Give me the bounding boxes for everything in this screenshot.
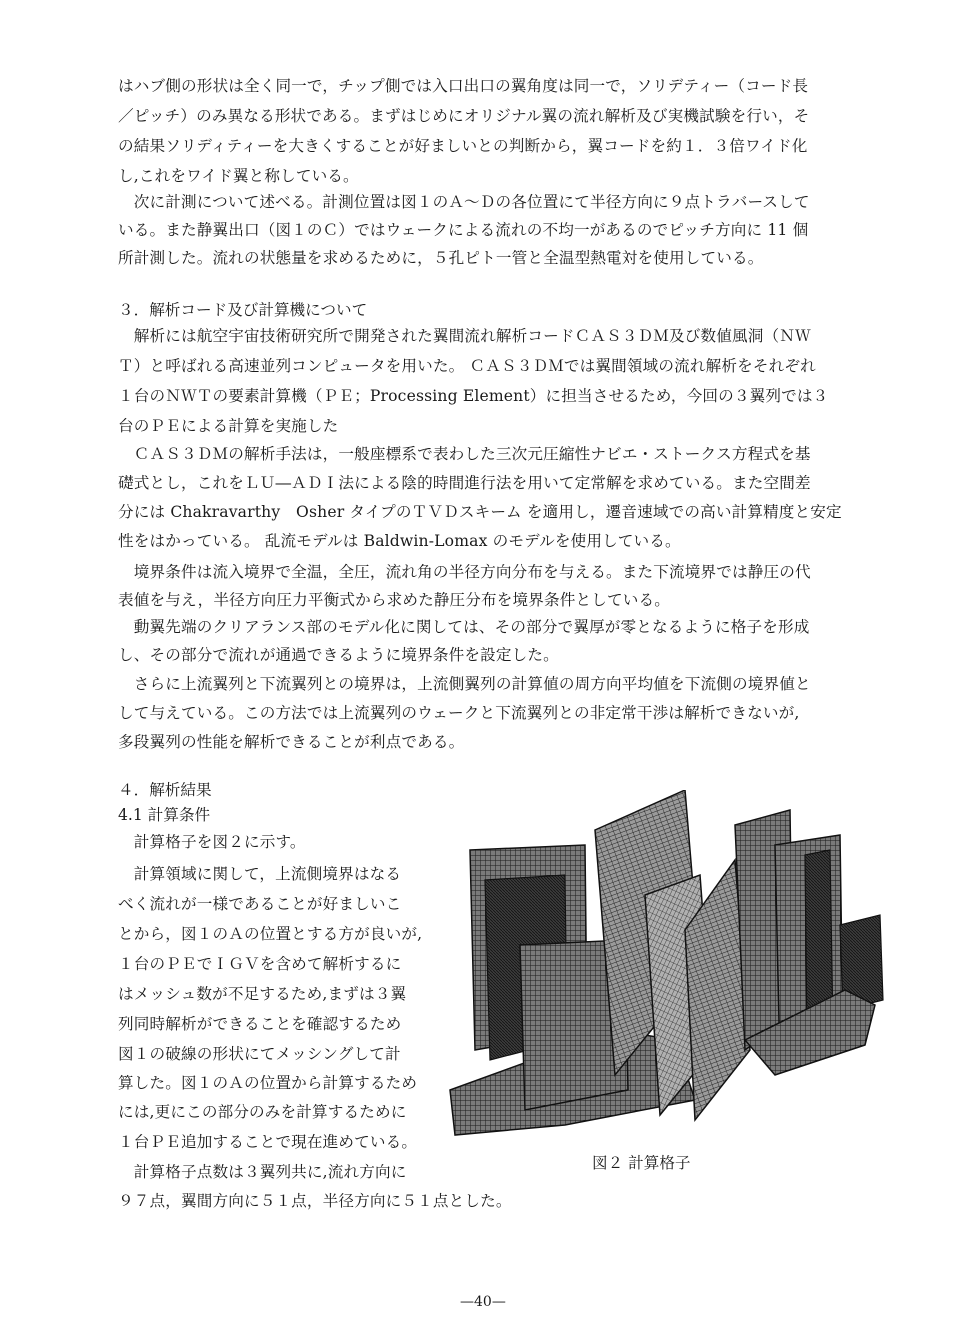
para3-line-2: Ｔ）と呼ばれる高速並列コンピュータを用いた。 ＣＡＳ３ＤＭでは翼間領域の流れ解析をそれぞれ	[118, 357, 816, 375]
para6-line-2: し、その部分で流れが通過できるように境界条件を設定した。	[118, 646, 559, 664]
para9-line-6: 列同時解析ができることを確認するため	[118, 1015, 402, 1033]
section-4-heading: ４．解析結果	[118, 781, 212, 799]
para6-line-1: 動翼先端のクリアランス部のモデル化に関しては、その部分で翼厚が零となるように格子を形成	[118, 618, 810, 636]
para3-line-3: １台のＮＷＴの要素計算機（ＰＥ；Processing Element）に担当させるため，今回の３翼列では３	[118, 387, 829, 405]
para9-line-4: １台のＰＥでＩＧＶを含めて解析するに	[118, 955, 402, 973]
para9-line-10: １台ＰＥ追加することで現在進めている。	[118, 1133, 418, 1151]
para3-line-1: 解析には航空宇宙技術研究所で開発された翼間流れ解析コードＣＡＳ３ＤＭ及び数値風洞（ＮＷ	[118, 327, 811, 345]
para8-line-1: 計算格子を図２に示す。	[118, 833, 306, 851]
para2-line-2: いる。また静翼出口（図１のＣ）ではウェークによる流れの不均一があるのでピッチ方向に 11 個	[118, 221, 809, 239]
para1-line-2: ／ピッチ）のみ異なる形状である。まずはじめにオリジナル翼の流れ解析及び実機試験を行い，そ	[118, 107, 810, 125]
para4-line-4: 性をはかっている。 乱流モデルは Baldwin-Lomax のモデルを使用している。	[118, 532, 681, 550]
subsection-4-1-heading: 4.1 計算条件	[118, 806, 211, 824]
para2-line-3: 所計測した。流れの状態量を求めるために，５孔ピト一管と全温型熱電対を使用している。	[118, 249, 764, 267]
para10-line-2: ９７点，翼間方向に５１点，半径方向に５１点とした。	[118, 1192, 512, 1210]
figure-2-caption: 図２ 計算格子	[592, 1154, 691, 1172]
computational-grid-figure	[445, 790, 885, 1160]
para7-line-1: さらに上流翼列と下流翼列との境界は，上流側翼列の計算値の周方向平均値を下流側の境界値と	[118, 675, 811, 693]
para9-line-3: とから，図１のＡの位置とする方が良いが,	[118, 925, 423, 943]
para2-line-1: 次に計測について述べる。計測位置は図１のＡ～Ｄの各位置にて半径方向に９点トラバースして	[118, 193, 810, 211]
page-number: —40—	[460, 1294, 506, 1310]
para9-line-7: 図１の破線の形状にてメッシングして計	[118, 1045, 401, 1063]
para4-line-1: ＣＡＳ３ＤＭの解析手法は，一般座標系で表わした三次元圧縮性ナビエ・ストークス方程式を基	[118, 445, 811, 463]
para1-line-1: はハブ側の形状は全く同一で，チップ側では入口出口の翼角度は同一で，ソリデティー（コード長	[118, 77, 809, 95]
para9-line-2: べく流れが一様であることが好ましいこ	[118, 895, 402, 913]
para4-line-3: 分には Chakravarthy Osher タイプのＴＶＤスキーム を適用し，遷音速域での高い計算精度と安定	[118, 503, 842, 521]
para1-line-3: の結果ソリディティーを大きくすることが好ましいとの判断から，翼コードを約１．３倍ワイド化	[118, 137, 808, 155]
section-3-heading: ３．解析コード及び計算機について	[118, 301, 368, 319]
para9-line-5: はメッシュ数が不足するため,まずは３翼	[118, 985, 407, 1003]
para9-line-8: 算した。図１のＡの位置から計算するため	[118, 1074, 418, 1092]
para5-line-1: 境界条件は流入境界で全温，全圧，流れ角の半径方向分布を与える。また下流境界では静圧の代	[118, 563, 811, 581]
para4-line-2: 礎式とし，これをＬＵ―ＡＤＩ法による陰的時間進行法を用いて定常解を求めている。また空間差	[118, 474, 811, 492]
para5-line-2: 表値を与え，半径方向圧力平衡式から求めた静圧分布を境界条件としている。	[118, 591, 670, 609]
para7-line-3: 多段翼列の性能を解析できることが利点である。	[118, 733, 465, 751]
para1-line-4: し,これをワイド翼と称している。	[118, 167, 359, 185]
para9-line-1: 計算領域に関して，上流側境界はなる	[118, 865, 402, 883]
para9-line-9: には,更にこの部分のみを計算するために	[118, 1103, 407, 1121]
para10-line-1: 計算格子点数は３翼列共に,流れ方向に	[118, 1163, 407, 1181]
para7-line-2: して与えている。この方法では上流翼列のウェークと下流翼列との非定常干渉は解析できないが,	[118, 704, 800, 722]
para3-line-4: 台のＰＥによる計算を実施した	[118, 417, 339, 435]
